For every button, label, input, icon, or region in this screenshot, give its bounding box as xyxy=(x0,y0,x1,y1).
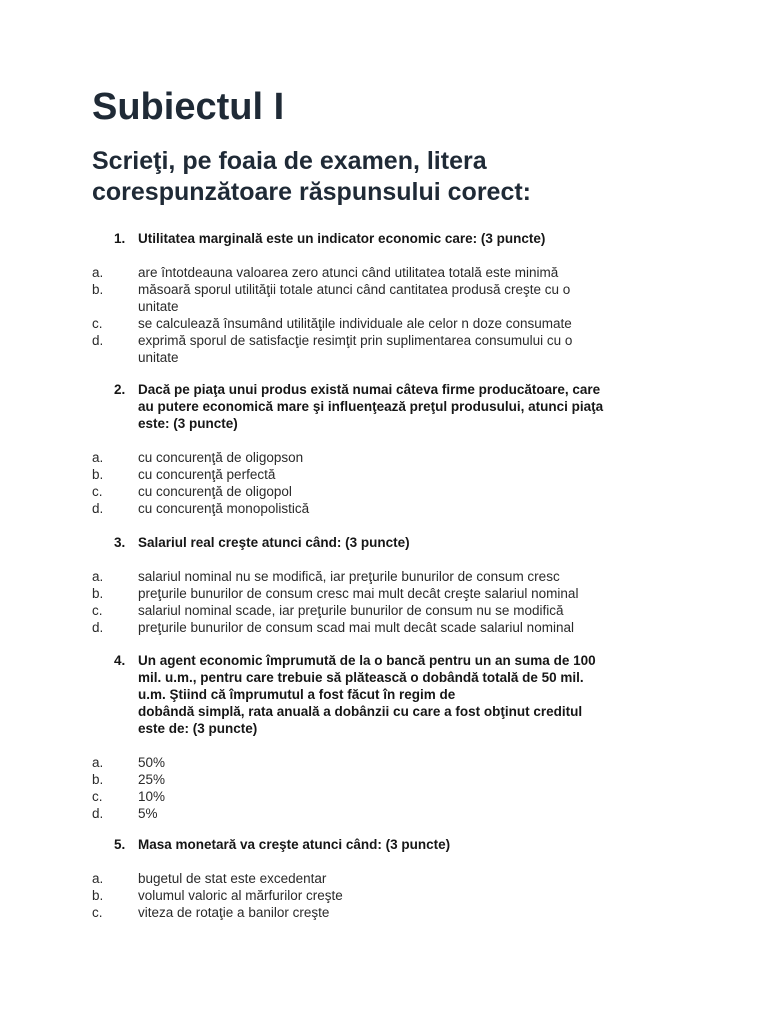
option-letter: c. xyxy=(92,484,103,499)
option-text-line: cu concurenţă perfectă xyxy=(138,467,276,482)
option-letter: a. xyxy=(92,450,104,465)
option-c xyxy=(92,788,682,805)
option-text-line: se calculează însumând utilităţile individuale ale celor n doze consumate xyxy=(138,316,572,331)
instruction-line: Scrieţi, pe foaia de examen, litera xyxy=(92,147,487,175)
option-c xyxy=(92,904,682,921)
option-text-line: măsoară sporul utilităţii totale atunci când cantitatea produsă creşte cu o xyxy=(138,282,571,297)
option-text-line: unitate xyxy=(138,350,179,365)
question-number: 4. xyxy=(114,653,126,668)
option-letter: c. xyxy=(92,905,103,920)
question-text-line: Salariul real creşte atunci când: (3 puncte) xyxy=(138,535,410,550)
option-letter: a. xyxy=(92,569,104,584)
question-number: 1. xyxy=(114,231,126,246)
question-1 xyxy=(92,230,682,382)
option-text-line: volumul valoric al mărfurilor creşte xyxy=(138,888,343,903)
instruction-heading xyxy=(92,146,652,208)
question-number: 3. xyxy=(114,535,126,550)
option-a xyxy=(92,870,682,887)
question-5 xyxy=(92,836,682,937)
question-number: 2. xyxy=(114,382,126,397)
option-letter: b. xyxy=(92,467,104,482)
option-c xyxy=(92,315,682,332)
option-a xyxy=(92,264,682,281)
question-stem xyxy=(92,836,682,853)
option-a xyxy=(92,449,682,466)
question-text-line: este de: (3 puncte) xyxy=(138,721,258,736)
question-stem xyxy=(92,534,682,551)
question-stem xyxy=(92,381,682,432)
option-c xyxy=(92,602,682,619)
option-b xyxy=(92,771,682,788)
question-text-line: mil. u.m., pentru care trebuie să plătească o dobândă totală de 50 mil. xyxy=(138,670,584,685)
question-text-line: Dacă pe piaţa unui produs există numai câteva firme producătoare, care xyxy=(138,382,601,397)
option-text-line: cu concurenţă de oligopol xyxy=(138,484,292,499)
instruction-line: corespunzătoare răspunsului corect: xyxy=(92,178,532,206)
option-text-line: 25% xyxy=(138,772,166,787)
option-text-line: cu concurenţă monopolistică xyxy=(138,501,310,516)
option-letter: b. xyxy=(92,772,104,787)
option-text-line: salariul nominal scade, iar preţurile bunurilor de consum nu se modifică xyxy=(138,603,564,618)
question-text-line: dobândă simplă, rata anuală a dobânzii cu care a fost obţinut creditul xyxy=(138,704,583,719)
question-number: 5. xyxy=(114,837,126,852)
option-d xyxy=(92,619,682,636)
option-text-line: preţurile bunurilor de consum cresc mai mult decât creşte salariul nominal xyxy=(138,586,579,601)
option-letter: c. xyxy=(92,789,103,804)
question-4 xyxy=(92,652,682,838)
option-letter: c. xyxy=(92,603,103,618)
question-2 xyxy=(92,381,682,533)
option-letter: b. xyxy=(92,888,104,903)
option-text-line: 50% xyxy=(138,755,166,770)
option-letter: b. xyxy=(92,282,104,297)
question-text-line: au putere economică mare şi influenţează preţul produsului, atunci piaţa xyxy=(138,399,604,414)
option-b xyxy=(92,887,682,904)
option-text-line: preţurile bunurilor de consum scad mai mult decât scade salariul nominal xyxy=(138,620,574,635)
option-text-line: bugetul de stat este excedentar xyxy=(138,871,327,886)
option-list xyxy=(92,870,682,921)
option-d xyxy=(92,805,682,822)
option-text-line: salariul nominal nu se modifică, iar preţurile bunurilor de consum cresc xyxy=(138,569,560,584)
option-d xyxy=(92,332,682,366)
option-letter: a. xyxy=(92,871,104,886)
option-b xyxy=(92,585,682,602)
option-a xyxy=(92,568,682,585)
option-letter: a. xyxy=(92,265,104,280)
question-stem xyxy=(92,652,682,737)
option-list xyxy=(92,449,682,517)
question-text-line: Utilitatea marginală este un indicator economic care: (3 puncte) xyxy=(138,231,546,246)
option-c xyxy=(92,483,682,500)
option-a xyxy=(92,754,682,771)
option-list xyxy=(92,568,682,636)
option-text-line: 5% xyxy=(138,806,158,821)
question-text-line: Masa monetară va creşte atunci când: (3 puncte) xyxy=(138,837,451,852)
option-b xyxy=(92,281,682,315)
option-d xyxy=(92,500,682,517)
option-text-line: are întotdeauna valoarea zero atunci când utilitatea totală este minimă xyxy=(138,265,559,280)
option-text-line: exprimă sporul de satisfacţie resimţit prin suplimentarea consumului cu o xyxy=(138,333,573,348)
page-title: Subiectul I xyxy=(92,86,285,128)
question-3 xyxy=(92,534,682,652)
option-letter: c. xyxy=(92,316,103,331)
question-stem xyxy=(92,230,682,247)
option-letter: a. xyxy=(92,755,104,770)
question-text-line: u.m. Ştiind că împrumutul a fost făcut în regim de xyxy=(138,687,456,702)
question-text-line: este: (3 puncte) xyxy=(138,416,238,431)
option-letter: b. xyxy=(92,586,104,601)
question-text-line: Un agent economic împrumută de la o bancă pentru un an suma de 100 xyxy=(138,653,596,668)
option-text-line: 10% xyxy=(138,789,166,804)
option-letter: d. xyxy=(92,333,104,348)
option-list xyxy=(92,264,682,366)
option-text-line: cu concurenţă de oligopson xyxy=(138,450,304,465)
option-b xyxy=(92,466,682,483)
option-text-line: viteza de rotaţie a banilor creşte xyxy=(138,905,330,920)
option-letter: d. xyxy=(92,501,104,516)
option-letter: d. xyxy=(92,806,104,821)
option-text-line: unitate xyxy=(138,299,179,314)
option-list xyxy=(92,754,682,822)
option-letter: d. xyxy=(92,620,104,635)
